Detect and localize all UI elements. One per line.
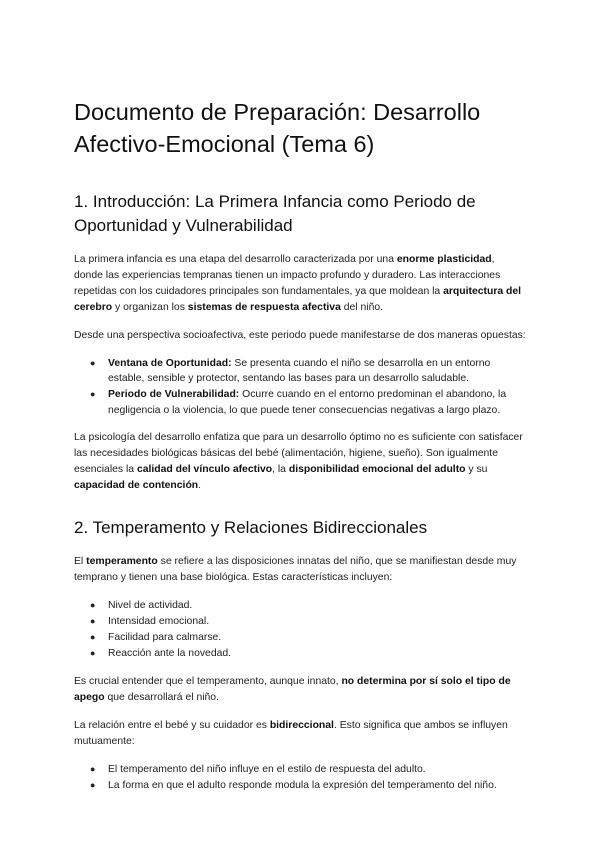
bullet-icon: ● bbox=[90, 616, 96, 627]
text-run: Es crucial entender que el temperamento, aunque innato, bbox=[74, 675, 342, 687]
text-run: , donde las experiencias tempranas tienen un impacto profundo y duradero. Las interacciones repetidas con los cuidadores principales son fundamentales, ya que moldean la bbox=[74, 254, 501, 297]
bold-run: sistemas de respuesta afectiva bbox=[187, 302, 341, 313]
text-run: Reacción ante la novedad. bbox=[108, 648, 232, 660]
bold-run: capacidad de contención bbox=[74, 479, 199, 491]
list-item bbox=[90, 614, 526, 629]
section-1-paragraph-2: Desde una perspectiva socioafectiva, este periodo puede manifestarse de dos maneras opuestas: bbox=[74, 330, 526, 341]
section-1-heading: 1. Introducción: La Primera Infancia como Periodo de Oportunidad y Vulnerabilidad bbox=[74, 192, 476, 235]
section-2-characteristics-list bbox=[74, 598, 526, 662]
list-item bbox=[90, 356, 526, 386]
text-run: El temperamento del niño influye en el estilo de respuesta del adulto. bbox=[108, 763, 426, 775]
bold-run: Periodo de Vulnerabilidad: bbox=[108, 389, 240, 401]
section-2-paragraph-3 bbox=[74, 718, 526, 750]
text-run: y su bbox=[465, 463, 488, 475]
bullet-icon: ● bbox=[90, 763, 96, 774]
text-run: La forma en que el adulto responde modula la expresión del temperamento del niño. bbox=[108, 779, 497, 791]
list-item bbox=[90, 762, 526, 777]
text-run: Facilidad para calmarse. bbox=[108, 632, 222, 644]
bold-run: calidad del vínculo afectivo bbox=[136, 463, 273, 475]
list-item bbox=[90, 630, 526, 645]
bold-run: disponibilidad emocional del adulto bbox=[288, 463, 466, 475]
section-2-paragraph-1 bbox=[74, 554, 526, 586]
bullet-icon: ● bbox=[90, 779, 96, 790]
bullet-icon: ● bbox=[90, 389, 96, 400]
section-1-paragraph-3 bbox=[74, 430, 526, 494]
bold-run: Ventana de Oportunidad: bbox=[108, 358, 232, 369]
text-run: Nivel de actividad. bbox=[108, 599, 193, 611]
text-run: La psicología del desarrollo enfatiza que para un desarrollo óptimo no es suficiente con satisfacer las necesidades biológicas básicas del bebé (alimentación, higiene, sueño). Son igualmente esenciales la bbox=[74, 431, 523, 475]
text-run: Ocurre cuando en el entorno predominan el abandono, la negligencia o la violencia, lo que puede tener consecuencias negativas a largo plazo. bbox=[108, 389, 507, 416]
bullet-icon: ● bbox=[90, 632, 96, 643]
section-2-paragraph-2 bbox=[74, 674, 526, 706]
bullet-icon: ● bbox=[90, 358, 96, 368]
list-item bbox=[90, 598, 526, 613]
text-run: Se presenta cuando el niño se desarrolla en un entorno estable, sensible y protector, sentando las bases para un desarrollo saludable. bbox=[108, 358, 491, 385]
text-run: y organizan los bbox=[112, 302, 188, 313]
text-run: . bbox=[198, 479, 202, 491]
text-run: Intensidad emocional. bbox=[108, 616, 210, 628]
bold-run: arquitectura del cerebro bbox=[74, 286, 522, 313]
text-run: , la bbox=[272, 463, 289, 475]
bullet-icon: ● bbox=[90, 648, 96, 659]
text-run: . Esto significa que ambos se influyen mutuamente: bbox=[74, 719, 508, 747]
section-2-heading: 2. Temperamento y Relaciones Bidireccionales bbox=[74, 517, 428, 537]
list-item bbox=[90, 778, 526, 793]
text-run: del niño. bbox=[340, 302, 384, 313]
bullet-icon: ● bbox=[90, 599, 96, 610]
text-run: que desarrollará el niño. bbox=[104, 691, 219, 703]
bold-run: temperamento bbox=[86, 555, 158, 567]
list-item bbox=[90, 646, 526, 661]
bold-run: bidireccional bbox=[269, 719, 334, 731]
text-run: La primera infancia es una etapa del desarrollo caracterizada por una bbox=[74, 254, 397, 265]
bold-run: no determina por sí solo el tipo de apego bbox=[74, 675, 511, 703]
text-run: se refiere a las disposiciones innatas del niño, que se manifiestan desde muy temprano y tienen una base biológica. Estas características incluyen: bbox=[74, 555, 517, 583]
text-run: La relación entre el bebé y su cuidador es bbox=[74, 719, 270, 731]
bold-run: enorme plasticidad bbox=[396, 254, 492, 265]
text-run: El bbox=[74, 555, 87, 567]
section-2-bidirectional-list bbox=[74, 762, 526, 793]
list-item bbox=[90, 387, 526, 417]
document-title: Documento de Preparación: Desarrollo Afectivo-Emocional (Tema 6) bbox=[74, 99, 481, 157]
section-1-paragraph-1 bbox=[74, 252, 526, 316]
section-1-bullet-list bbox=[74, 356, 526, 418]
